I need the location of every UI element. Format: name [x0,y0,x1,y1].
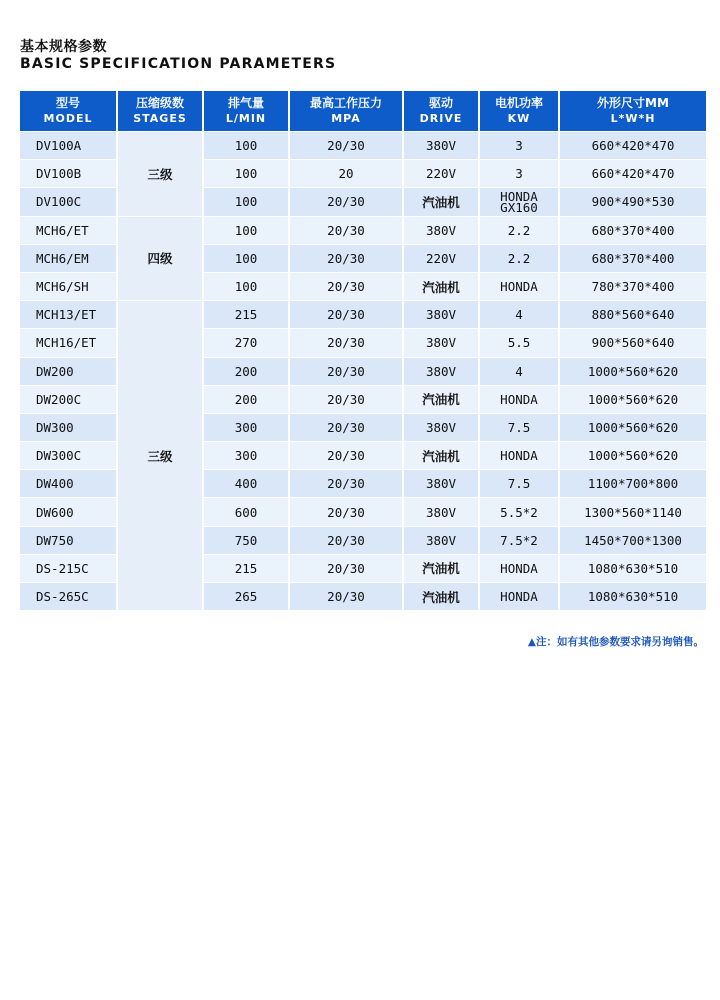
cell-pressure: 20/30 [290,273,402,300]
cell-power: 2.2 [480,217,558,244]
cell-pressure: 20/30 [290,132,402,159]
cell-drive: 汽油机 [404,442,478,469]
cell-drive: 380V [404,527,478,554]
table-row [20,217,706,244]
cell-power: 7.5 [480,470,558,497]
cell-pressure: 20/30 [290,527,402,554]
header-stages: 压缩级数 STAGES [118,91,202,131]
cell-drive: 380V [404,470,478,497]
page-title-en: BASIC SPECIFICATION PARAMETERS [20,56,337,72]
cell-pressure: 20/30 [290,470,402,497]
cell-model: DW750 [20,527,116,554]
cell-pressure: 20/30 [290,555,402,582]
cell-power: 4 [480,301,558,328]
cell-pressure: 20 [290,160,402,187]
cell-pressure: 20/30 [290,217,402,244]
cell-size: 1000*560*620 [560,442,706,469]
cell-drive: 380V [404,358,478,385]
cell-model: DS-265C [20,583,116,610]
cell-power: 3 [480,160,558,187]
header-pressure: 最高工作压力 MPA [290,91,402,131]
table-row [20,132,706,159]
cell-pressure: 20/30 [290,329,402,356]
cell-power: HONDA [480,583,558,610]
cell-pressure: 20/30 [290,188,402,215]
table-row [20,301,706,328]
cell-model: MCH6/SH [20,273,116,300]
cell-drive: 汽油机 [404,583,478,610]
cell-drive: 380V [404,414,478,441]
cell-pressure: 20/30 [290,498,402,525]
cell-power: HONDA [480,386,558,413]
cell-power: 4 [480,358,558,385]
cell-size: 1080*630*510 [560,583,706,610]
footnote: ▲注：如有其他参数要求请另询销售。 [527,636,704,648]
cell-power: HONDA [480,273,558,300]
cell-flow: 100 [204,217,288,244]
cell-pressure: 20/30 [290,414,402,441]
cell-flow: 215 [204,301,288,328]
cell-model: DW200C [20,386,116,413]
cell-size: 900*490*530 [560,188,706,215]
cell-model: DW400 [20,470,116,497]
cell-power: 7.5 [480,414,558,441]
cell-size: 900*560*640 [560,329,706,356]
cell-flow: 200 [204,358,288,385]
cell-flow: 215 [204,555,288,582]
cell-model: DV100A [20,132,116,159]
cell-flow: 300 [204,442,288,469]
cell-size: 680*370*400 [560,217,706,244]
cell-flow: 100 [204,273,288,300]
cell-size: 1000*560*620 [560,386,706,413]
cell-drive: 380V [404,217,478,244]
cell-model: MCH13/ET [20,301,116,328]
cell-flow: 200 [204,386,288,413]
cell-model: DV100B [20,160,116,187]
header-flow: 排气量 L/MIN [204,91,288,131]
cell-flow: 300 [204,414,288,441]
cell-size: 1450*700*1300 [560,527,706,554]
cell-model: DW300 [20,414,116,441]
cell-power: 3 [480,132,558,159]
cell-flow: 100 [204,160,288,187]
cell-model: DW600 [20,498,116,525]
cell-size: 660*420*470 [560,160,706,187]
cell-model: DS-215C [20,555,116,582]
cell-pressure: 20/30 [290,442,402,469]
cell-drive: 380V [404,132,478,159]
cell-flow: 100 [204,245,288,272]
table-header-row [20,91,706,131]
header-model: 型号 MODEL [20,91,116,131]
cell-power: 2.2 [480,245,558,272]
cell-size: 1000*560*620 [560,358,706,385]
cell-size: 1300*560*1140 [560,498,706,525]
cell-size: 660*420*470 [560,132,706,159]
cell-stage: 三级 [118,301,202,610]
cell-size: 1000*560*620 [560,414,706,441]
cell-model: DW200 [20,358,116,385]
cell-drive: 220V [404,245,478,272]
header-drive: 驱动 DRIVE [404,91,478,131]
header-power: 电机功率 KW [480,91,558,131]
cell-pressure: 20/30 [290,245,402,272]
cell-size: 680*370*400 [560,245,706,272]
cell-stage: 三级 [118,132,202,216]
cell-power: HONDA [480,442,558,469]
cell-drive: 汽油机 [404,273,478,300]
cell-flow: 600 [204,498,288,525]
cell-power: HONDA [480,555,558,582]
cell-pressure: 20/30 [290,583,402,610]
cell-flow: 100 [204,132,288,159]
spec-table [18,90,708,611]
cell-flow: 270 [204,329,288,356]
cell-drive: 汽油机 [404,386,478,413]
cell-drive: 380V [404,301,478,328]
cell-power: 5.5 [480,329,558,356]
cell-power: 5.5*2 [480,498,558,525]
cell-power: HONDA GX160 [480,188,558,215]
cell-drive: 汽油机 [404,188,478,215]
page-title-cn: 基本规格参数 [20,39,107,55]
cell-flow: 400 [204,470,288,497]
cell-pressure: 20/30 [290,301,402,328]
cell-flow: 750 [204,527,288,554]
cell-size: 780*370*400 [560,273,706,300]
cell-pressure: 20/30 [290,386,402,413]
cell-drive: 220V [404,160,478,187]
cell-model: MCH6/EM [20,245,116,272]
cell-model: DV100C [20,188,116,215]
cell-flow: 100 [204,188,288,215]
cell-power: 7.5*2 [480,527,558,554]
cell-size: 1080*630*510 [560,555,706,582]
cell-flow: 265 [204,583,288,610]
cell-pressure: 20/30 [290,358,402,385]
cell-drive: 汽油机 [404,555,478,582]
cell-model: MCH16/ET [20,329,116,356]
cell-drive: 380V [404,329,478,356]
cell-stage: 四级 [118,217,202,301]
cell-drive: 380V [404,498,478,525]
cell-model: MCH6/ET [20,217,116,244]
cell-model: DW300C [20,442,116,469]
header-size: 外形尺寸MM L*W*H [560,91,706,131]
cell-size: 1100*700*800 [560,470,706,497]
cell-size: 880*560*640 [560,301,706,328]
